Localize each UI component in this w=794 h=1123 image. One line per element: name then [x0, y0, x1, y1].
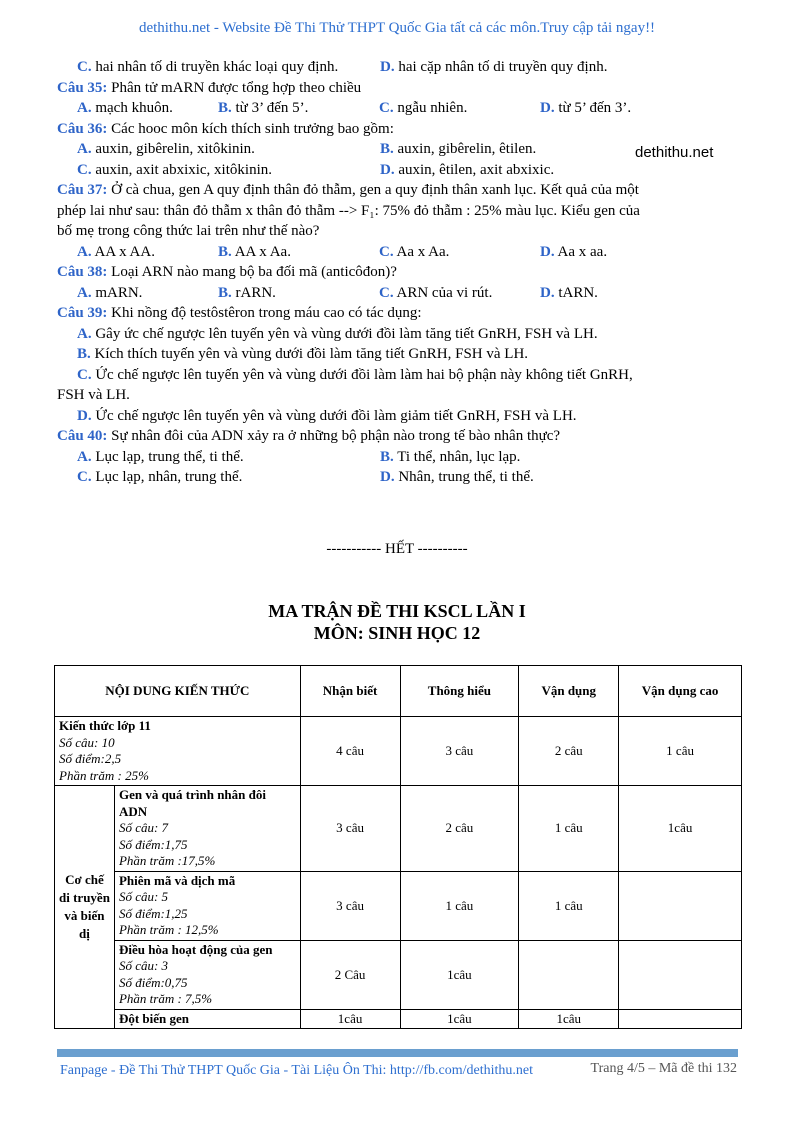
- q39-option-c: C. Ức chế ngược lên tuyến yên và vùng dưới đồi làm làm hai bộ phận này không tiết GnRH,: [77, 366, 633, 383]
- q34-options: [57, 57, 747, 78]
- header-recognize: Nhận biết: [300, 666, 400, 717]
- q35-option-d: D. từ 5’ đến 3’.: [540, 100, 632, 116]
- q35-options: [57, 98, 747, 119]
- questions-section: [57, 57, 747, 488]
- q36-options-row1: [57, 139, 747, 160]
- table-row: [55, 786, 742, 872]
- q40-options-row1: [57, 447, 747, 468]
- q34-option-c: C. hai nhân tố di truyền khác loại quy định.: [77, 59, 339, 75]
- footer-bar: [57, 1049, 738, 1057]
- q38-option-b: B. rARN.: [218, 284, 276, 301]
- q37-stem-line2: phép lai như sau: thân đỏ thẫm x thân đỏ thẫm --> F₁: 75% đỏ thẫm : 25% màu lục. Kiểu gen của: [57, 202, 640, 219]
- table-cell: 1 câu: [519, 871, 619, 940]
- q36-stem: Câu 36: Các hooc môn kích thích sinh trưởng bao gồm:: [57, 120, 394, 137]
- matrix-title: MA TRẬN ĐỀ THI KSCL LẦN I: [268, 601, 526, 621]
- q37-stem-line3: bố mẹ trong công thức lai trên như thế nào?: [57, 223, 320, 239]
- q37-options: [57, 242, 747, 263]
- header-understand: Thông hiểu: [400, 666, 519, 717]
- table-cell: 2 Câu: [300, 940, 400, 1009]
- q40-options-row2: [57, 467, 747, 488]
- header-content: NỘI DUNG KIẾN THỨC: [55, 666, 301, 717]
- table-cell: 3 câu: [300, 871, 400, 940]
- q35-option-c: C. ngẫu nhiên.: [379, 100, 468, 116]
- table-cell: [619, 871, 742, 940]
- q37-stem-line1: Câu 37: Ở cà chua, gen A quy định thân đỏ thẫm, gen a quy định thân xanh lục. Kết quả của một: [57, 182, 639, 198]
- q38-option-c: C. ARN của vi rút.: [379, 284, 493, 301]
- q40-option-b: B. Ti thể, nhân, lục lạp.: [380, 448, 521, 465]
- footer-link[interactable]: Fanpage - Đề Thi Thử THPT Quốc Gia - Tài Liệu Ôn Thi: http://fb.com/dethithu.net: [60, 1063, 534, 1078]
- page-header: dethithu.net - Website Đề Thi Thử THPT Quốc Gia tất cả các môn.Truy cập tải ngay!!: [138, 20, 656, 36]
- table-row: [55, 1009, 742, 1029]
- table-cell: 1 câu: [400, 871, 519, 940]
- table-cell: 1 câu: [619, 717, 742, 786]
- table-cell: 2 câu: [400, 786, 519, 872]
- watermark: dethithu.net: [635, 144, 714, 161]
- table-cell: 1 câu: [519, 786, 619, 872]
- q36-option-d: D. auxin, êtilen, axit abxixic.: [380, 161, 555, 178]
- table-cell: 1câu: [519, 1009, 619, 1029]
- group-label: Cơ chế di truyền và biến dị: [55, 786, 115, 1029]
- table-cell: 4 câu: [300, 717, 400, 786]
- q39-option-a: A. Gây ức chế ngược lên tuyến yên và vùng dưới đồi làm tăng tiết GnRH, FSH và LH.: [77, 325, 598, 342]
- q36-option-b: B. auxin, gibêrelin, êtilen.: [380, 141, 537, 157]
- q39-option-b: B. Kích thích tuyến yên và vùng dưới đồi làm tăng tiết GnRH, FSH và LH.: [77, 346, 529, 362]
- page-number: Trang 4/5 – Mã đề thi 132: [590, 1061, 737, 1076]
- table-row: [55, 717, 742, 786]
- q40-option-a: A. Lục lạp, trung thể, ti thể.: [77, 448, 244, 465]
- q38-option-d: D. tARN.: [540, 284, 598, 301]
- q38-stem: Câu 38: Loại ARN nào mang bộ ba đối mã (anticôđon)?: [57, 264, 397, 280]
- header-apply: Vận dụng: [519, 666, 619, 717]
- q39-option-d: D. Ức chế ngược lên tuyến yên và vùng dưới đồi làm giảm tiết GnRH, FSH và LH.: [77, 407, 577, 424]
- table-cell: 3 câu: [400, 717, 519, 786]
- table-cell: 1câu: [300, 1009, 400, 1029]
- row-topic: Kiến thức lớp 11 Số câu: 10 Số điểm:2,5 Phần trăm : 25%: [55, 717, 301, 786]
- table-cell: 1câu: [619, 786, 742, 872]
- table-cell: [619, 940, 742, 1009]
- row-topic: Gen và quá trình nhân đôi ADN Số câu: 7 Số điểm:1,75 Phần trăm :17,5%: [114, 786, 300, 872]
- end-marker: ----------- HẾT ----------: [326, 541, 468, 557]
- matrix-subtitle: MÔN: SINH HỌC 12: [313, 623, 481, 643]
- q35-stem: Câu 35: Phân tử mARN được tổng hợp theo chiều: [57, 79, 362, 96]
- q34-option-d: D. hai cặp nhân tố di truyền quy định.: [380, 59, 608, 75]
- q36-options-row2: [57, 160, 747, 181]
- row-topic: Điều hòa hoạt động của gen Số câu: 3 Số điểm:0,75 Phần trăm : 7,5%: [114, 940, 300, 1009]
- table-cell: 1câu: [400, 1009, 519, 1029]
- table-cell: [519, 940, 619, 1009]
- q37-option-b: B. AA x Aa.: [218, 243, 291, 260]
- table-cell: 1câu: [400, 940, 519, 1009]
- table-cell: 2 câu: [519, 717, 619, 786]
- q37-option-a: A. AA x AA.: [77, 243, 155, 260]
- table-row: [55, 940, 742, 1009]
- q39-option-c-cont: FSH và LH.: [57, 387, 130, 403]
- q39-stem: Câu 39: Khi nồng độ testôstêron trong máu cao có tác dụng:: [57, 305, 422, 321]
- q38-options: [57, 283, 747, 304]
- table-cell: 3 câu: [300, 786, 400, 872]
- table-row: [55, 871, 742, 940]
- row-topic: Phiên mã và dịch mã Số câu: 5 Số điểm:1,25 Phần trăm : 12,5%: [114, 871, 300, 940]
- q40-option-d: D. Nhân, trung thể, ti thể.: [380, 469, 534, 485]
- q37-option-d: D. Aa x aa.: [540, 243, 608, 260]
- q38-option-a: A. mARN.: [77, 284, 143, 301]
- table-header-row: [55, 666, 742, 717]
- matrix-table: [54, 665, 742, 1029]
- q36-option-a: A. auxin, gibêrelin, xitôkinin.: [77, 141, 255, 157]
- q36-option-c: C. auxin, axit abxixic, xitôkinin.: [77, 161, 272, 178]
- q37-option-c: C. Aa x Aa.: [379, 243, 450, 260]
- header-apply-high: Vận dụng cao: [619, 666, 742, 717]
- table-cell: [619, 1009, 742, 1029]
- q40-stem: Câu 40: Sự nhân đôi của ADN xảy ra ở những bộ phận nào trong tế bào nhân thực?: [57, 428, 561, 444]
- q35-option-a: A. mạch khuôn.: [77, 100, 173, 116]
- row-topic: Đột biến gen: [114, 1009, 300, 1029]
- q35-option-b: B. từ 3’ đến 5’.: [218, 100, 309, 116]
- q40-option-c: C. Lục lạp, nhân, trung thể.: [77, 469, 243, 485]
